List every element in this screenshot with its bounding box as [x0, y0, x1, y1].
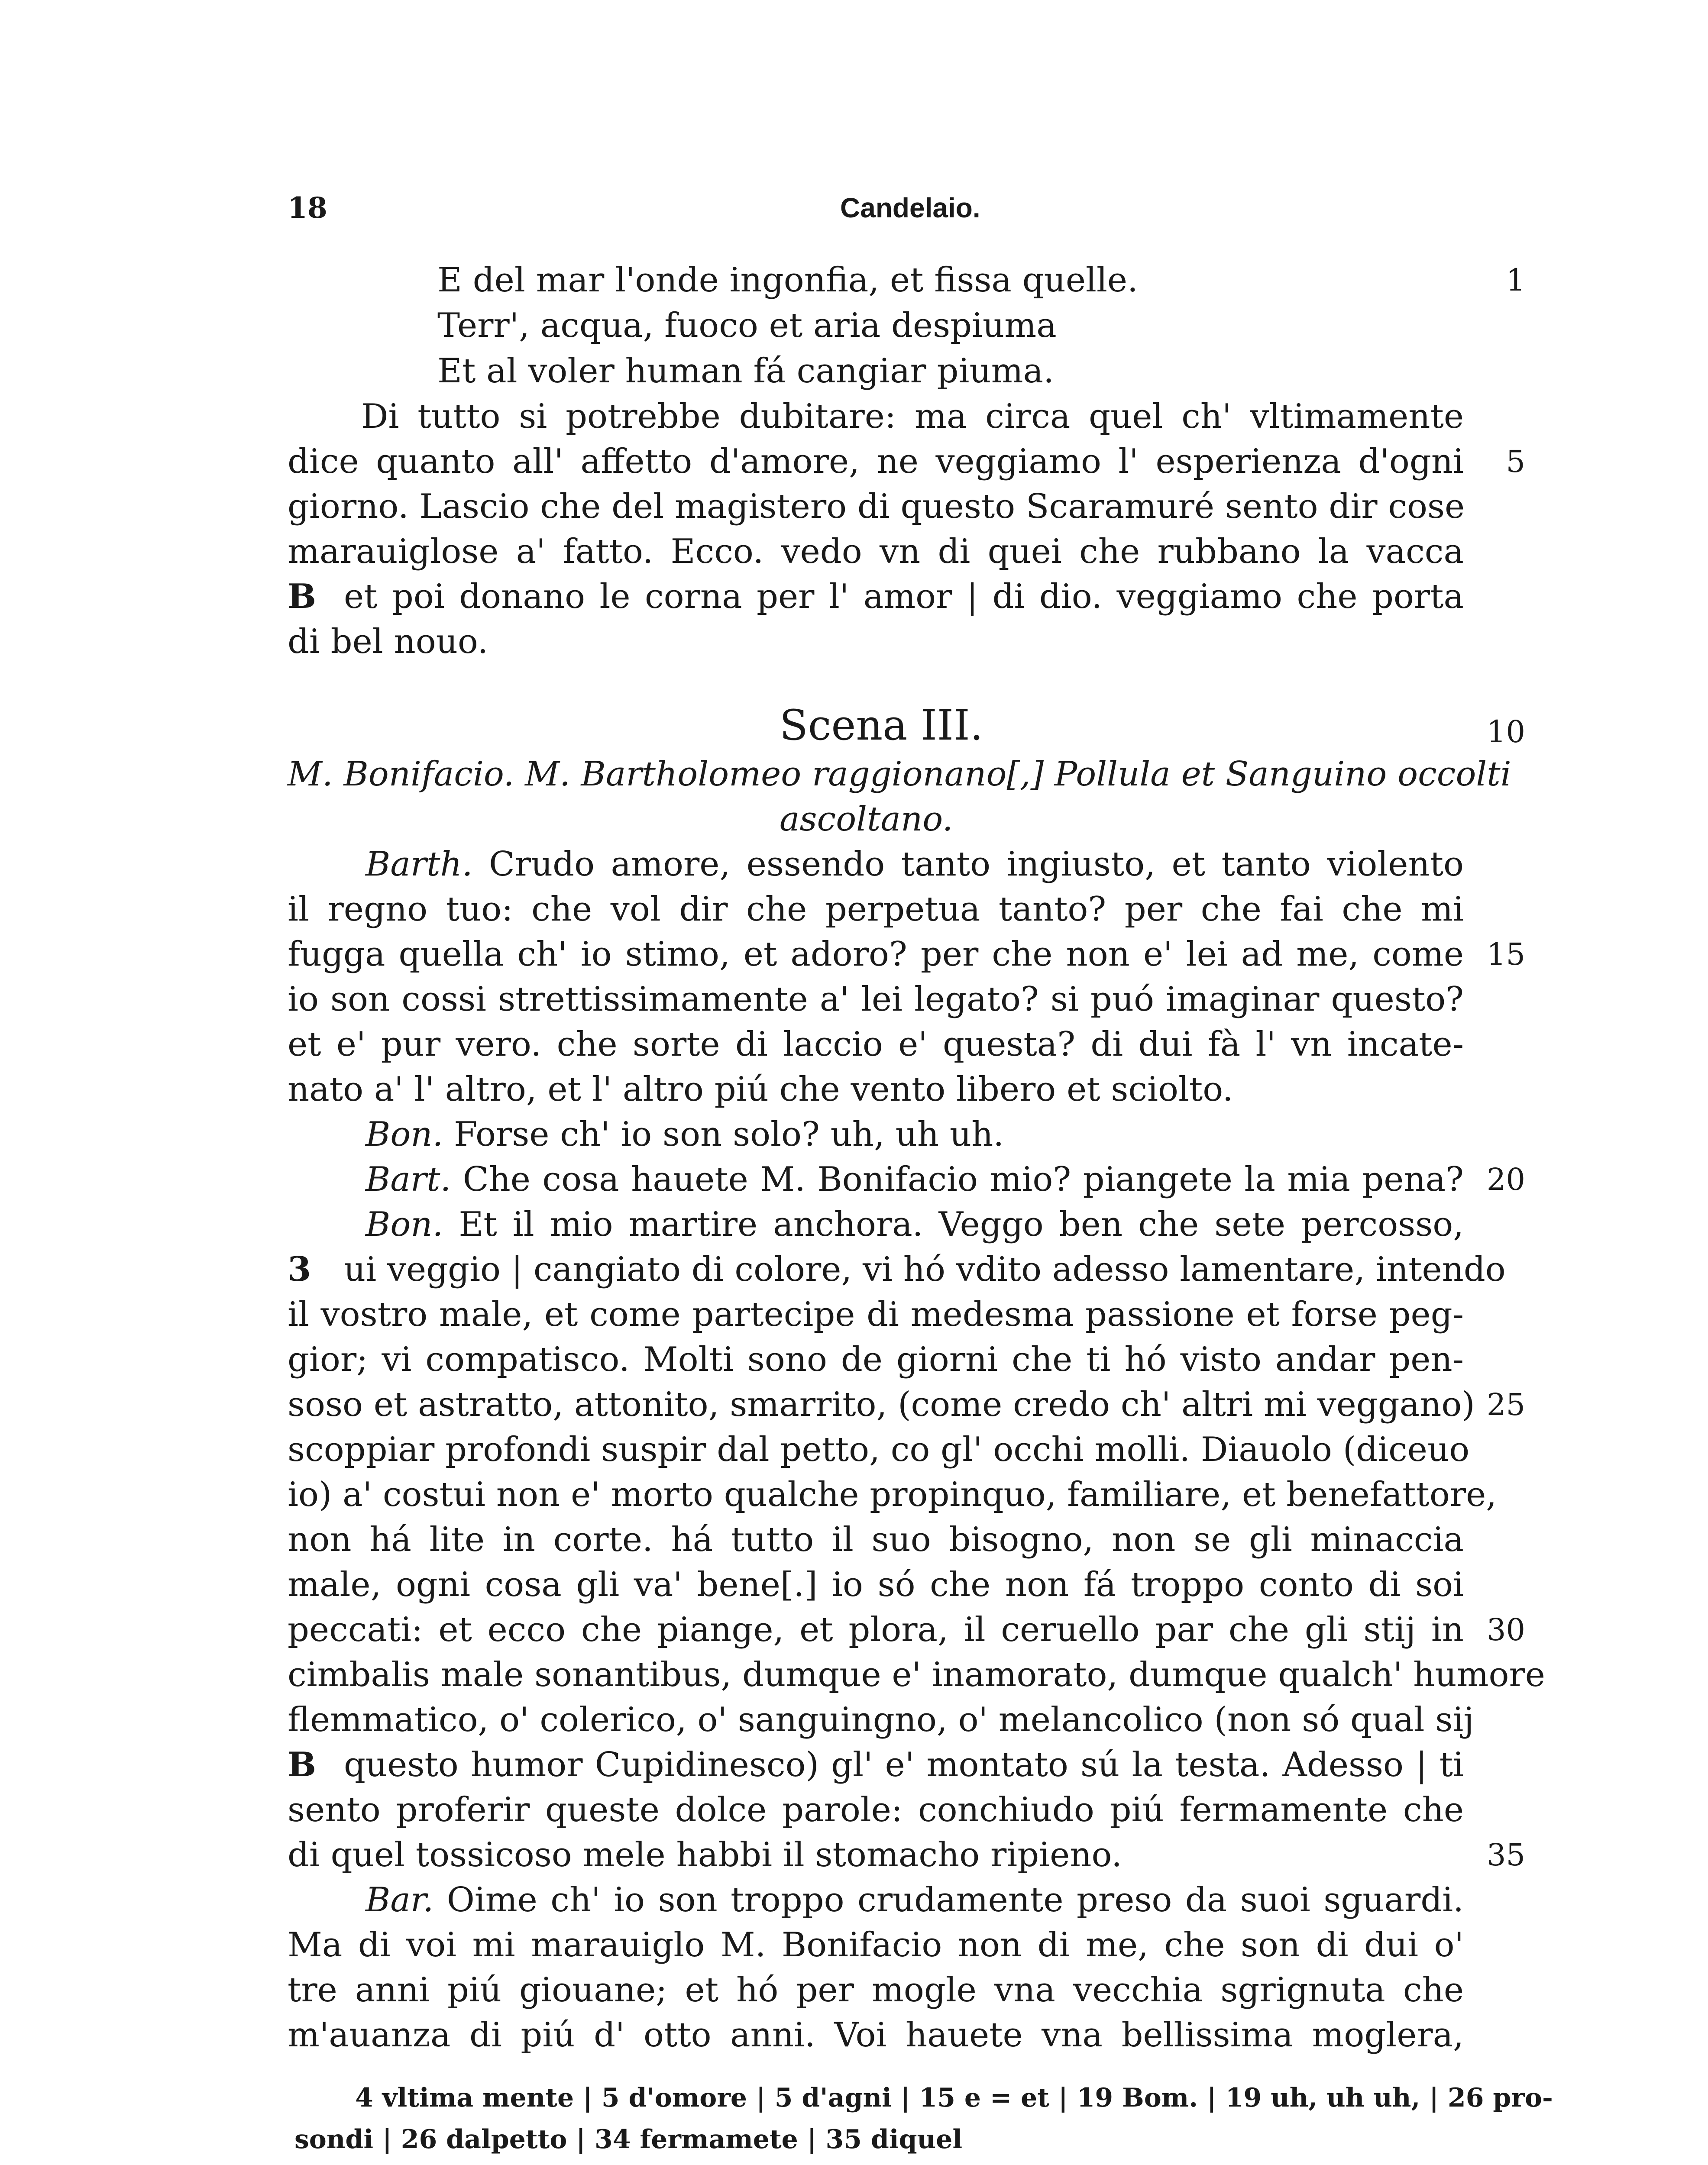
- dialogue-line: male, ogni cosa gli va' bene[.] io só che non fá troppo conto di soi: [288, 1565, 1464, 1604]
- margin-mark: 3: [288, 1250, 311, 1289]
- dialogue-line: scoppiar profondi suspir dal petto, co gl' occhi molli. Diauolo (diceuo: [288, 1430, 1470, 1469]
- verse-line: Terr', acqua, fuoco et aria despiuma: [437, 306, 1057, 345]
- dialogue-line: io) a' costui non e' morto qualche propinquo, familiare, et benefattore,: [288, 1475, 1497, 1514]
- line-number: 1: [1506, 262, 1525, 298]
- line-number: 30: [1486, 1612, 1525, 1648]
- margin-mark: B: [288, 577, 316, 616]
- dialogue-line: Bon. Et il mio martire anchora. Veggo ben che sete percosso,: [366, 1205, 1464, 1244]
- running-title: Candelaio.: [840, 192, 980, 223]
- verse-line: Et al voler human fá cangiar piuma.: [437, 352, 1054, 391]
- speaker-name: Bar.: [366, 1881, 434, 1919]
- line-number: 35: [1486, 1837, 1525, 1873]
- dialogue-line: gior; vi compatisco. Molti sono de giorni che ti hó visto andar pen-: [288, 1340, 1464, 1379]
- dialogue-line: il vostro male, et come partecipe di medesma passione et forse peg-: [288, 1295, 1464, 1334]
- dialogue-line: Bart. Che cosa hauete M. Bonifacio mio? piangete la mia pena?: [366, 1160, 1464, 1199]
- dialogue-line: Bon. Forse ch' io son solo? uh, uh uh.: [366, 1115, 1004, 1154]
- line-number: 5: [1506, 444, 1525, 479]
- margin-mark: B: [288, 1745, 316, 1784]
- scene-cast-cont: ascoltano.: [780, 800, 953, 839]
- footnote-line: 4 vltima mente | 5 d'omore | 5 d'agni | 15 e = et | 19 Bom. | 19 uh, uh uh, | 26 pro-: [355, 2083, 1553, 2113]
- speaker-name: Bon.: [366, 1115, 443, 1154]
- prose-line: et poi donano le corna per l' amor | di dio. veggiamo che porta: [344, 577, 1464, 616]
- dialogue-line: peccati: et ecco che piange, et plora, il ceruello par che gli stij in: [288, 1610, 1464, 1649]
- dialogue-line: et e' pur vero. che sorte di laccio e' questa? di dui fà l' vn incate-: [288, 1025, 1464, 1064]
- dialogue-line: il regno tuo: che vol dir che perpetua tanto? per che fai che mi: [288, 890, 1464, 929]
- dialogue-line: di quel tossicoso mele habbi il stomacho ripieno.: [288, 1835, 1122, 1874]
- dialogue-line: Barth. Crudo amore, essendo tanto ingiusto, et tanto violento: [366, 845, 1464, 884]
- dialogue-line: Bar. Oime ch' io son troppo crudamente preso da suoi sguardi.: [366, 1881, 1464, 1919]
- dialogue-line: fugga quella ch' io stimo, et adoro? per che non e' lei ad me, come: [288, 935, 1464, 974]
- prose-line: giorno. Lascio che del magistero di questo Scaramuré sento dir cose: [288, 487, 1465, 526]
- dialogue-line: ui veggio | cangiato di colore, vi hó vdito adesso lamentare, intendo: [344, 1250, 1506, 1289]
- prose-line: Di tutto si potrebbe dubitare: ma circa quel ch' vltimamente: [361, 397, 1464, 436]
- page-number: 18: [288, 191, 327, 225]
- scene-cast: M. Bonifacio. M. Bartholomeo raggionano[,] Pollula et Sanguino occolti: [288, 755, 1511, 794]
- scene-title: Scena III.: [780, 701, 983, 750]
- speaker-name: Bart.: [366, 1160, 451, 1199]
- line-number: 20: [1486, 1162, 1525, 1197]
- line-number: 25: [1486, 1387, 1525, 1422]
- dialogue-line: tre anni piú giouane; et hó per mogle vna vecchia sgrignuta che: [288, 1971, 1464, 2010]
- verse-line: E del mar l'onde ingonfia, et fissa quelle.: [437, 261, 1138, 300]
- dialogue-line: io son cossi strettissimamente a' lei legato? si puó imaginar questo?: [288, 980, 1464, 1019]
- prose-line: di bel nouo.: [288, 622, 488, 661]
- prose-line: marauiglose a' fatto. Ecco. vedo vn di quei che rubbano la vacca: [288, 532, 1464, 571]
- dialogue-line: flemmatico, o' colerico, o' sanguingno, o' melancolico (non só qual sij: [288, 1700, 1474, 1739]
- dialogue-line: nato a' l' altro, et l' altro piú che vento libero et sciolto.: [288, 1070, 1233, 1109]
- dialogue-line: cimbalis male sonantibus, dumque e' inamorato, dumque qualch' humore: [288, 1655, 1545, 1694]
- footnote-line: sondi | 26 dalpetto | 34 fermamete | 35 diquel: [294, 2124, 963, 2155]
- dialogue-line: questo humor Cupidinesco) gl' e' montato sú la testa. Adesso | ti: [344, 1745, 1464, 1784]
- dialogue-line: soso et astratto, attonito, smarrito, (come credo ch' altri mi veggano): [288, 1385, 1475, 1424]
- prose-line: dice quanto all' affetto d'amore, ne veggiamo l' esperienza d'ogni: [288, 442, 1464, 481]
- dialogue-line: Ma di voi mi marauiglo M. Bonifacio non di me, che son di dui o': [288, 1926, 1464, 1965]
- speaker-name: Bon.: [366, 1205, 443, 1244]
- speaker-name: Barth.: [366, 845, 473, 884]
- line-number: 15: [1486, 937, 1525, 972]
- dialogue-line: non há lite in corte. há tutto il suo bisogno, non se gli minaccia: [288, 1520, 1464, 1559]
- dialogue-line: m'auanza di piú d' otto anni. Voi hauete vna bellissima moglera,: [288, 2016, 1464, 2055]
- dialogue-line: sento proferir queste dolce parole: conchiudo piú fermamente che: [288, 1790, 1464, 1829]
- line-number: 10: [1486, 714, 1525, 750]
